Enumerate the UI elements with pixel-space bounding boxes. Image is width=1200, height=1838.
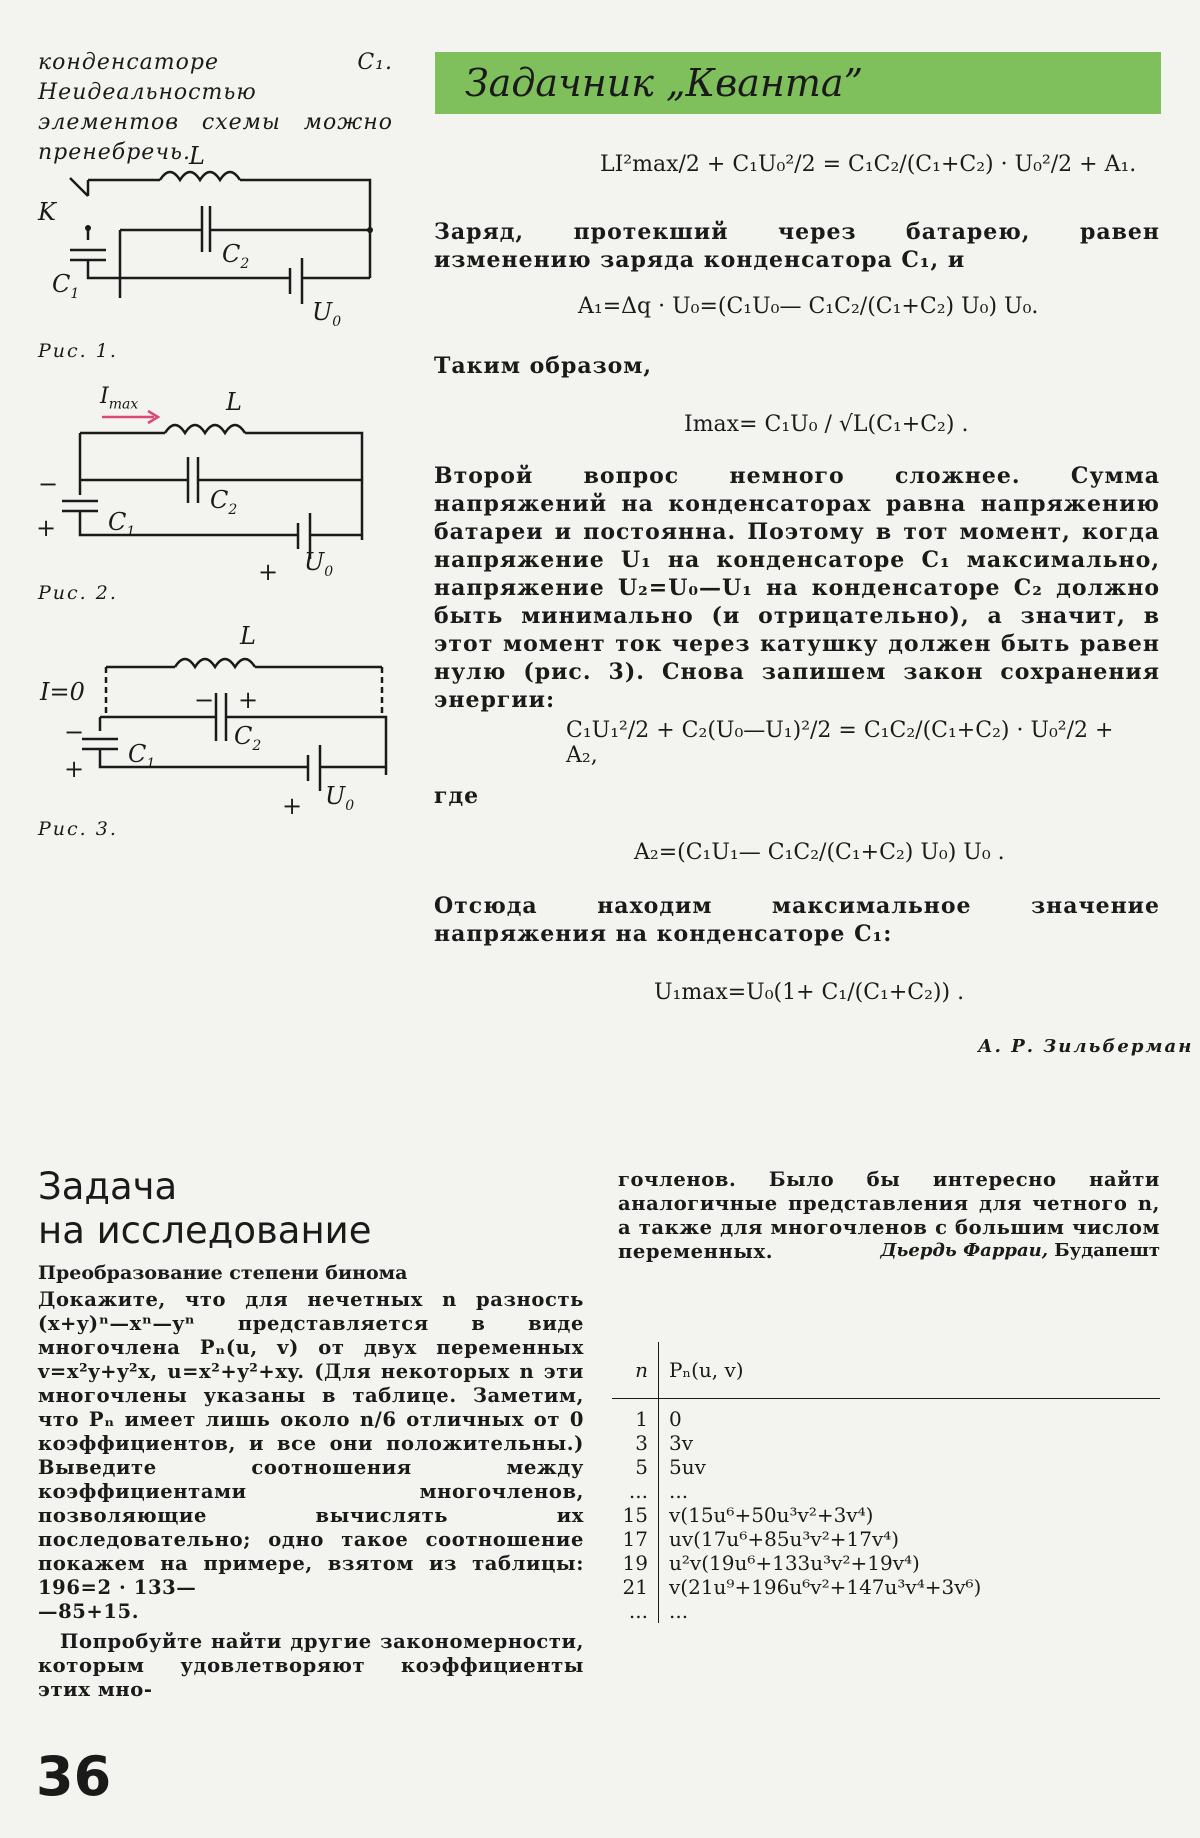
fig1-label-L: L [189,142,205,170]
fig2-label-U0: $U_0$ [304,548,334,580]
fig1-label-C2: $C_2$ [222,240,250,272]
polynomial-table [612,1342,1160,1623]
fig2-caption: Рис. 2. [38,582,118,604]
table-row: 1 0 [612,1407,1160,1431]
table-row: ... ... [612,1479,1160,1503]
equation-6: U₁max=U₀(1+ C₁/(C₁+C₂)) . [654,980,965,1005]
problem-text: Докажите, что для нечетных n разность (x+y)ⁿ—xⁿ—yⁿ представляется в виде многочлена Pₙ(u, v) от двух переменных v=x²y+y²x, u=x²+y²+xy. (Для некоторых n эти многочлены указаны в таблице. Заметим, что Pₙ имеет лишь около n/6 отличных от 0 коэффициентов, и все они положительны.) Выведите соотношения между коэффициентами многочленов, позволяющие вычислять их последовательно; одно такое соотношение покажем на примере, взятом из таблицы: 196=2 · 133— —85+15. Попробуйте найти другие закономерности, которым удовлетворяют коэффициенты этих мно- [38,1288,584,1701]
fig2-label-L: L [226,388,242,416]
author-signature: А. Р. Зильберман [978,1036,1194,1057]
fig1-label-U0: $U_0$ [312,298,342,330]
fig3-label-C1: $C_1$ [128,740,156,772]
table-row: 3 3v [612,1431,1160,1455]
fig3-label-C2: $C_2$ [234,722,262,754]
fig2-label-C2: $C_2$ [210,486,238,518]
fig3-label-c2minus: − [194,686,215,714]
paragraph-3: Второй вопрос немного сложнее. Сумма напряжений на конденсаторах равна напряжению батареи и постоянна. Поэтому в тот момент, когда напряжение U₁ на конденсаторе C₁ максимально, напряжение U₂=U₀—U₁ на конденсаторе C₂ должно быть минимально (и отрицательно), а значит, в этот момент ток через катушку должен быть равен нулю (рис. 3). Снова запишем закон сохранения энергии: [434,463,1160,713]
fig2-label-plusU: + [258,558,279,586]
table-header-p: Pₙ(u, v) [669,1358,744,1382]
fig3-label-plus: + [64,755,85,783]
table-row: 17 uv(17u⁶+85u³v²+17v⁴) [612,1527,1160,1551]
fig1-label-K: K [38,198,56,226]
figure-2-circuit [30,395,390,575]
table-row: 5 5uv [612,1455,1160,1479]
fig1-caption: Рис. 1. [38,340,118,362]
table-row: 21 v(21u⁹+196u⁶v²+147u³v⁴+3v⁶) [612,1575,1160,1599]
equation-4: C₁U₁²/2 + C₂(U₀—U₁)²/2 = C₁C₂/(C₁+C₂) · U₀²/2 + A₂, [566,718,1114,768]
paragraph-4: где [434,783,480,809]
equation-5: A₂=(C₁U₁— C₁C₂/(C₁+C₂) U₀) U₀ . [634,840,1005,865]
fig3-label-L: L [240,622,256,650]
fig3-caption: Рис. 3. [38,818,118,840]
paragraph-5: Отсюда находим максимальное значение напряжения на конденсаторе C₁: [434,893,1160,947]
fig3-label-I0: I=0 [40,678,85,706]
paragraph-2: Таким образом, [434,353,653,379]
section-title: Задача на исследование [38,1165,372,1252]
table-header-n: n [612,1342,659,1398]
fig2-label-C1: $C_1$ [108,508,136,540]
fig1-label-C1: $C_1$ [52,270,80,302]
fig3-label-minus: − [64,718,85,746]
fig3-label-plusU: + [282,792,303,820]
problem-signature: Дьердь Фарраи, Будапешт [880,1240,1160,1261]
intro-text: конденсаторе C₁. Неидеальностью элементов схемы можно пренебречь. [38,50,393,165]
fig3-label-c2plus: + [238,686,259,714]
section-subheading: Преобразование степени бинома [38,1262,408,1284]
banner-title: Задачник „Кванта” [465,61,863,105]
banner-zadachnik-kvanta [435,52,1161,114]
equation-2: A₁=Δq · U₀=(C₁U₀— C₁C₂/(C₁+C₂) U₀) U₀. [578,294,1039,319]
paragraph-1: Заряд, протекший через батарею, равен изменению заряда конденсатора C₁, и [434,219,1160,273]
equation-1: LI²max/2 + C₁U₀²/2 = C₁C₂/(C₁+C₂) · U₀²/2 + A₁. [600,152,1137,177]
table-row: 15 v(15u⁶+50u³v²+3v⁴) [612,1503,1160,1527]
fig2-label-minus: − [38,470,59,498]
table-header [612,1342,1160,1399]
table-row: ... ... [612,1599,1160,1623]
problem-text-continued: гочленов. Было бы интересно найти аналогичные представления для четного n, а также для многочленов с большим числом переменных. [618,1168,1160,1263]
table-row: 19 u²v(19u⁶+133u³v²+19v⁴) [612,1551,1160,1575]
page-number: 36 [36,1745,112,1808]
fig2-label-Imax: $I_{max}$ [100,384,139,413]
fig3-label-U0: $U_0$ [325,782,355,814]
fig2-label-plus: + [36,514,57,542]
equation-3: Imax= C₁U₀ / √L(C₁+C₂) . [684,412,969,437]
